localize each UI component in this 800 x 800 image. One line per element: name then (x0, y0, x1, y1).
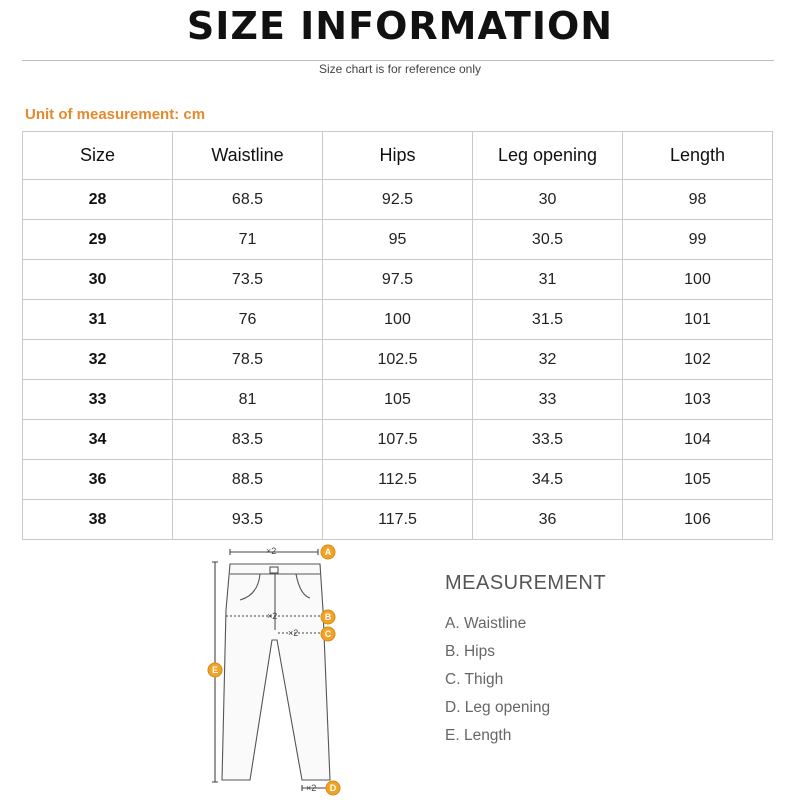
size-cell: 33 (23, 380, 173, 420)
leg-opening-multiplier: ×2 (306, 783, 317, 793)
size-table (22, 131, 773, 540)
hips-cell: 97.5 (323, 260, 473, 300)
length-cell: 101 (623, 300, 773, 340)
column-header: Length (623, 132, 773, 180)
measurement-item-length: E. Length (445, 727, 512, 744)
unit-label: Unit of measurement: cm (25, 106, 206, 123)
title-divider (22, 60, 774, 61)
hips-cell: 105 (323, 380, 473, 420)
leg-opening-cell: 34.5 (473, 460, 623, 500)
measurement-list (445, 614, 550, 754)
table-header-row (23, 132, 773, 180)
leg-opening-cell: 30.5 (473, 220, 623, 260)
leg-opening-cell: 33 (473, 380, 623, 420)
table-row (23, 340, 773, 380)
marker-e-label: E (211, 665, 219, 675)
leg-opening-cell: 32 (473, 340, 623, 380)
size-cell: 38 (23, 500, 173, 540)
hips-cell: 117.5 (323, 500, 473, 540)
size-cell: 34 (23, 420, 173, 460)
trousers-diagram (200, 540, 350, 800)
waistline-cell: 73.5 (173, 260, 323, 300)
waist-multiplier: ×2 (266, 546, 277, 556)
hips-cell: 102.5 (323, 340, 473, 380)
measurement-title: MEASUREMENT (445, 572, 607, 594)
measurement-item-waistline: A. Waistline (445, 615, 527, 632)
column-header: Hips (323, 132, 473, 180)
trousers-outline (222, 564, 330, 780)
table-row (23, 220, 773, 260)
column-header: Leg opening (473, 132, 623, 180)
measurement-item-leg-opening: D. Leg opening (445, 699, 551, 716)
waistline-cell: 71 (173, 220, 323, 260)
table-row (23, 260, 773, 300)
length-cell: 106 (623, 500, 773, 540)
size-cell: 29 (23, 220, 173, 260)
marker-b-label: B (324, 612, 332, 622)
page-title: SIZE INFORMATION (186, 4, 614, 48)
leg-opening-cell: 30 (473, 180, 623, 220)
thigh-multiplier: ×2 (288, 628, 299, 638)
hips-cell: 95 (323, 220, 473, 260)
size-cell: 32 (23, 340, 173, 380)
table-row (23, 300, 773, 340)
table-row (23, 380, 773, 420)
marker-d-label: D (329, 783, 337, 793)
length-cell: 99 (623, 220, 773, 260)
column-header: Waistline (173, 132, 323, 180)
hips-cell: 112.5 (323, 460, 473, 500)
table-row (23, 420, 773, 460)
table-row (23, 460, 773, 500)
length-cell: 100 (623, 260, 773, 300)
leg-opening-cell: 36 (473, 500, 623, 540)
leg-opening-cell: 33.5 (473, 420, 623, 460)
length-cell: 98 (623, 180, 773, 220)
table-row (23, 500, 773, 540)
size-cell: 31 (23, 300, 173, 340)
hips-cell: 100 (323, 300, 473, 340)
marker-a-label: A (324, 547, 332, 557)
size-cell: 28 (23, 180, 173, 220)
measurement-item-hips: B. Hips (445, 643, 495, 660)
waistline-cell: 88.5 (173, 460, 323, 500)
waistline-cell: 83.5 (173, 420, 323, 460)
waistline-cell: 81 (173, 380, 323, 420)
column-header: Size (23, 132, 173, 180)
waistline-cell: 68.5 (173, 180, 323, 220)
waistline-cell: 78.5 (173, 340, 323, 380)
waistline-cell: 76 (173, 300, 323, 340)
hips-multiplier: ×2 (267, 611, 278, 621)
length-cell: 104 (623, 420, 773, 460)
page-subtitle: Size chart is for reference only (318, 62, 482, 76)
table-row (23, 180, 773, 220)
waistline-cell: 93.5 (173, 500, 323, 540)
leg-opening-cell: 31.5 (473, 300, 623, 340)
marker-c-label: C (324, 629, 332, 639)
hips-cell: 92.5 (323, 180, 473, 220)
leg-opening-cell: 31 (473, 260, 623, 300)
measurement-item-thigh: C. Thigh (445, 671, 504, 688)
length-cell: 103 (623, 380, 773, 420)
length-cell: 102 (623, 340, 773, 380)
size-cell: 36 (23, 460, 173, 500)
length-cell: 105 (623, 460, 773, 500)
size-cell: 30 (23, 260, 173, 300)
hips-cell: 107.5 (323, 420, 473, 460)
